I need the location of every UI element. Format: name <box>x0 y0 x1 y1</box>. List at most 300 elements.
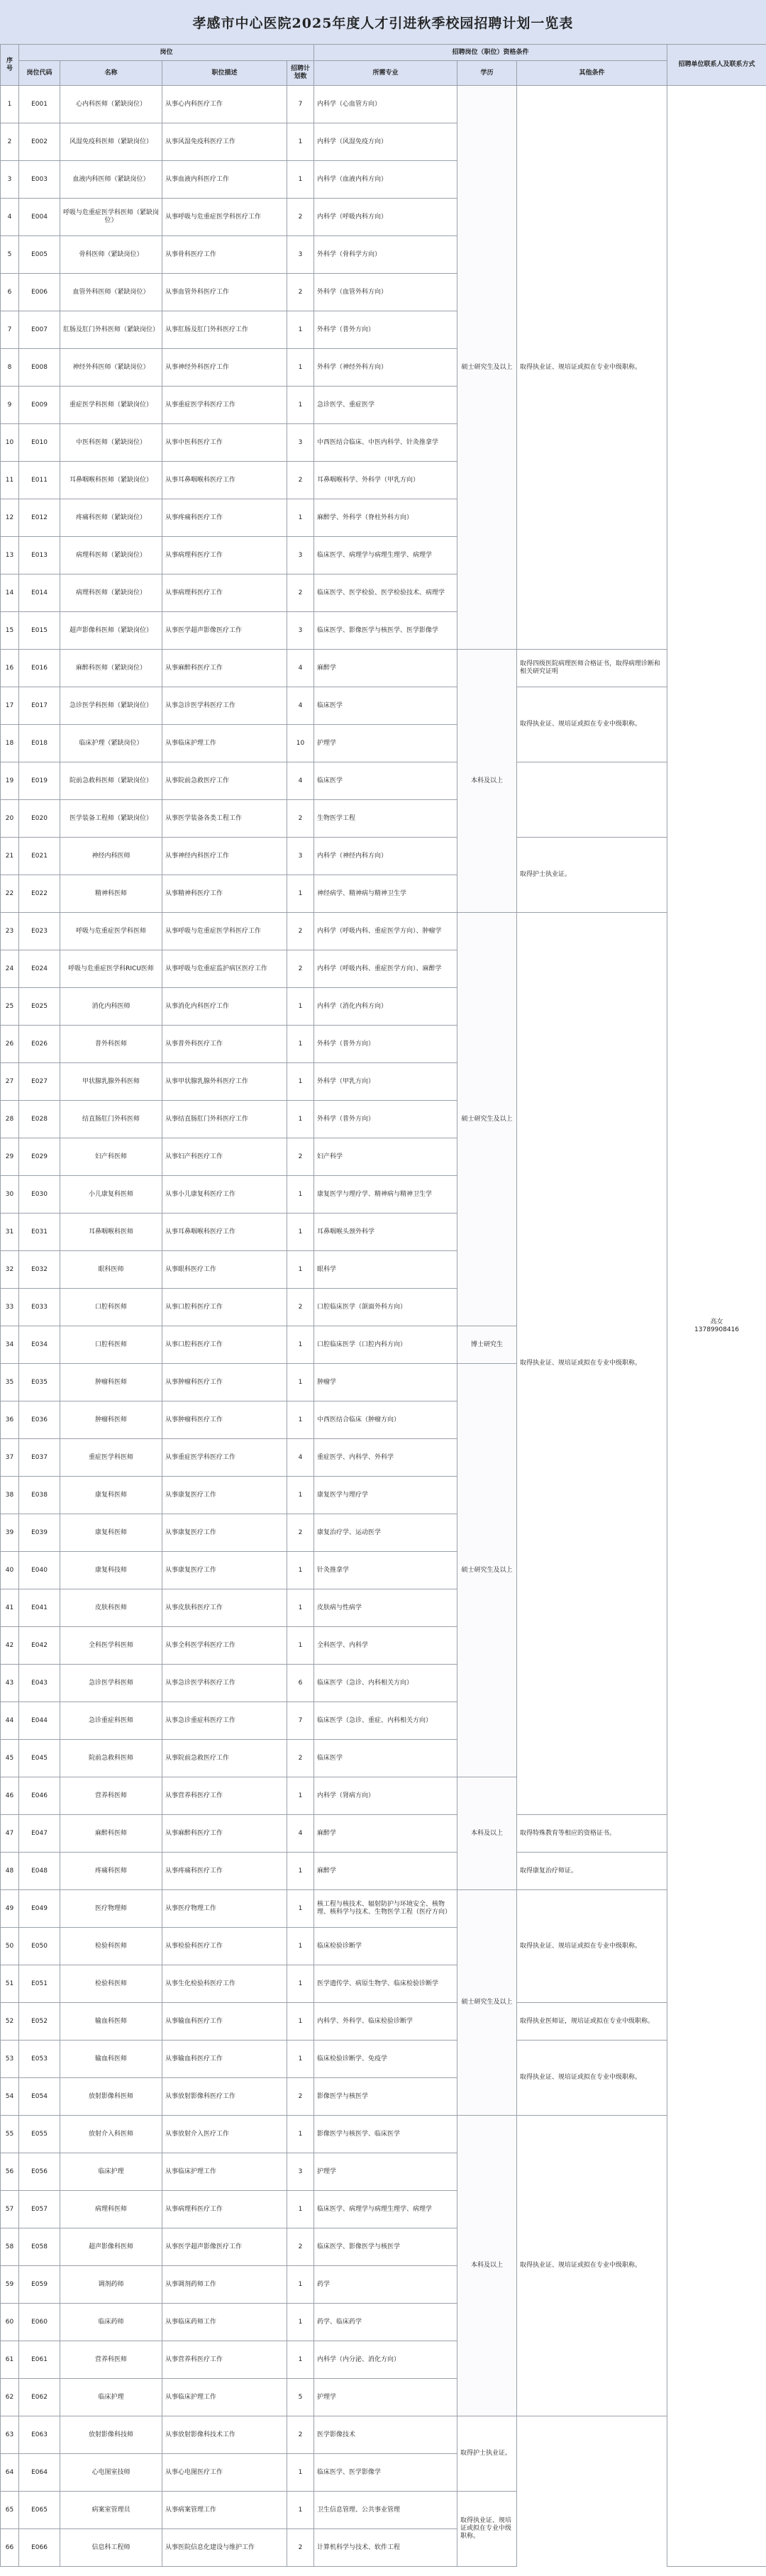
cell-major: 临床医学（急诊、重症、内科相关方向） <box>314 1702 457 1740</box>
cell-major: 麻醉学 <box>314 1815 457 1853</box>
cell-name: 信息科工程师 <box>60 2529 162 2567</box>
cell-desc: 从事康复医疗工作 <box>162 1514 287 1552</box>
cell-name: 口腔科医师 <box>60 1326 162 1364</box>
cell-count: 1 <box>287 2041 314 2078</box>
cell-desc: 从事医学装备各类工程工作 <box>162 800 287 838</box>
cell-code: E015 <box>19 612 60 650</box>
cell-desc: 从事口腔科医疗工作 <box>162 1289 287 1326</box>
cell-count: 2 <box>287 2228 314 2266</box>
cell-seq: 4 <box>1 199 19 236</box>
cell-other <box>517 762 667 838</box>
cell-name: 营养科医师 <box>60 1777 162 1815</box>
cell-code: E016 <box>19 650 60 687</box>
cell-desc: 从事皮肤科医疗工作 <box>162 1589 287 1627</box>
cell-seq: 54 <box>1 2078 19 2116</box>
cell-name: 临床护理（紧缺岗位） <box>60 725 162 762</box>
cell-code: E026 <box>19 1026 60 1063</box>
cell-seq: 10 <box>1 424 19 462</box>
cell-count: 1 <box>287 1627 314 1665</box>
cell-desc: 从事放射影像科技术工作 <box>162 2416 287 2454</box>
cell-seq: 21 <box>1 838 19 875</box>
table-row <box>1 1815 766 1853</box>
cell-major: 内科学（内分泌、消化方向） <box>314 2341 457 2379</box>
cell-name: 全科医学科医师 <box>60 1627 162 1665</box>
cell-count: 1 <box>287 387 314 424</box>
cell-count: 2 <box>287 1138 314 1176</box>
cell-count: 2 <box>287 1289 314 1326</box>
table-row <box>1 913 766 950</box>
cell-major: 影像医学与核医学 <box>314 2078 457 2116</box>
cell-seq: 32 <box>1 1251 19 1289</box>
cell-name: 放射影像科医师 <box>60 2078 162 2116</box>
cell-count: 1 <box>287 2492 314 2529</box>
cell-seq: 5 <box>1 236 19 274</box>
cell-count: 2 <box>287 574 314 612</box>
cell-major: 影像医学与核医学、临床医学 <box>314 2116 457 2153</box>
cell-major: 内科学（心血管方向） <box>314 86 457 123</box>
cell-edu: 本科及以上 <box>457 1777 517 1890</box>
cell-major: 临床医学、病理学与病理生理学、病理学 <box>314 537 457 574</box>
cell-seq: 48 <box>1 1853 19 1890</box>
table-row <box>1 2116 766 2153</box>
cell-name: 急诊医学科医师（紧缺岗位） <box>60 687 162 725</box>
cell-count: 1 <box>287 2116 314 2153</box>
cell-code: E010 <box>19 424 60 462</box>
cell-code: E057 <box>19 2191 60 2228</box>
table-row <box>1 650 766 687</box>
cell-code: E029 <box>19 1138 60 1176</box>
cell-name: 输血科医师 <box>60 2041 162 2078</box>
cell-code: E033 <box>19 1289 60 1326</box>
cell-count: 2 <box>287 1514 314 1552</box>
cell-code: E002 <box>19 123 60 161</box>
cell-code: E040 <box>19 1552 60 1589</box>
cell-major: 内科学（呼吸内科方向） <box>314 199 457 236</box>
cell-seq: 64 <box>1 2454 19 2492</box>
cell-code: E043 <box>19 1665 60 1702</box>
cell-seq: 1 <box>1 86 19 123</box>
cell-other: 取得执业证、规培证或拟在专业中级职称。 <box>517 86 667 650</box>
table-row <box>1 2003 766 2041</box>
cell-major: 麻醉学 <box>314 1853 457 1890</box>
cell-code: E048 <box>19 1853 60 1890</box>
cell-major: 肿瘤学 <box>314 1364 457 1401</box>
cell-desc: 从事生化检验科医疗工作 <box>162 1965 287 2003</box>
cell-edu: 硕士研究生及以上 <box>457 1890 517 2116</box>
cell-seq: 41 <box>1 1589 19 1627</box>
table-row <box>1 86 766 123</box>
cell-desc: 从事疼痛科医疗工作 <box>162 1853 287 1890</box>
cell-code: E054 <box>19 2078 60 2116</box>
cell-count: 3 <box>287 2153 314 2191</box>
cell-desc: 从事耳鼻咽喉科医疗工作 <box>162 1214 287 1251</box>
cell-name: 结直肠肛门外科医师 <box>60 1101 162 1138</box>
cell-name: 输血科医师 <box>60 2003 162 2041</box>
table-row <box>1 762 766 800</box>
cell-desc: 从事临床护理工作 <box>162 2379 287 2416</box>
cell-seq: 43 <box>1 1665 19 1702</box>
cell-count: 1 <box>287 988 314 1026</box>
cell-count: 2 <box>287 2078 314 2116</box>
cell-name: 急诊重症科医师 <box>60 1702 162 1740</box>
cell-seq: 50 <box>1 1928 19 1965</box>
cell-count: 2 <box>287 913 314 950</box>
cell-name: 心电图室技师 <box>60 2454 162 2492</box>
cell-major: 护理学 <box>314 2153 457 2191</box>
cell-desc: 从事肛肠及肛门外科医疗工作 <box>162 311 287 349</box>
cell-name: 检验科医师 <box>60 1965 162 2003</box>
cell-code: E037 <box>19 1439 60 1477</box>
cell-seq: 51 <box>1 1965 19 2003</box>
cell-major: 中西医结合临床、中医内科学、针灸推拿学 <box>314 424 457 462</box>
cell-count: 1 <box>287 1477 314 1514</box>
cell-seq: 66 <box>1 2529 19 2567</box>
cell-seq: 7 <box>1 311 19 349</box>
cell-desc: 从事全科医学科医疗工作 <box>162 1627 287 1665</box>
cell-desc: 从事呼吸与危重症医学科医疗工作 <box>162 199 287 236</box>
cell-code: E056 <box>19 2153 60 2191</box>
cell-count: 7 <box>287 1702 314 1740</box>
cell-code: E030 <box>19 1176 60 1214</box>
cell-desc: 从事急诊医学科医疗工作 <box>162 687 287 725</box>
cell-name: 血液内科医师（紧缺岗位） <box>60 161 162 199</box>
cell-name: 急诊医学科医师 <box>60 1665 162 1702</box>
cell-desc: 从事康复医疗工作 <box>162 1477 287 1514</box>
cell-code: E018 <box>19 725 60 762</box>
cell-count: 1 <box>287 2454 314 2492</box>
cell-seq: 28 <box>1 1101 19 1138</box>
cell-major: 外科学（普外方向） <box>314 1026 457 1063</box>
cell-count: 10 <box>287 725 314 762</box>
cell-seq: 56 <box>1 2153 19 2191</box>
table-row <box>1 2492 766 2529</box>
cell-desc: 从事放射影像科医疗工作 <box>162 2078 287 2116</box>
cell-name: 超声影像科医师 <box>60 2228 162 2266</box>
cell-count: 1 <box>287 1251 314 1289</box>
cell-name: 口腔科医师 <box>60 1289 162 1326</box>
cell-seq: 14 <box>1 574 19 612</box>
cell-seq: 15 <box>1 612 19 650</box>
cell-count: 1 <box>287 499 314 537</box>
cell-other: 取得执业证、规培证或拟在专业中级职称。 <box>517 687 667 762</box>
header-name: 名称 <box>60 61 162 86</box>
cell-name: 骨科医师（紧缺岗位） <box>60 236 162 274</box>
cell-code: E044 <box>19 1702 60 1740</box>
cell-code: E024 <box>19 950 60 988</box>
cell-major: 临床检验诊断学 <box>314 1928 457 1965</box>
cell-name: 妇产科医师 <box>60 1138 162 1176</box>
cell-seq: 30 <box>1 1176 19 1214</box>
cell-name: 呼吸与危重症医学科医师（紧缺岗位） <box>60 199 162 236</box>
cell-seq: 47 <box>1 1815 19 1853</box>
cell-code: E001 <box>19 86 60 123</box>
page-title: 孝感市中心医院2025年度人才引进秋季校园招聘计划一览表 <box>192 15 574 31</box>
cell-seq: 6 <box>1 274 19 311</box>
cell-seq: 8 <box>1 349 19 387</box>
cell-code: E013 <box>19 537 60 574</box>
cell-edu: 硕士研究生及以上 <box>457 913 517 1326</box>
cell-count: 3 <box>287 236 314 274</box>
cell-desc: 从事耳鼻咽喉科医疗工作 <box>162 462 287 499</box>
cell-code: E025 <box>19 988 60 1026</box>
cell-major: 皮肤病与性病学 <box>314 1589 457 1627</box>
cell-name: 消化内科医师 <box>60 988 162 1026</box>
cell-desc: 从事医学超声影像医疗工作 <box>162 2228 287 2266</box>
cell-major: 临床医学（急诊、内科相关方向） <box>314 1665 457 1702</box>
cell-code: E017 <box>19 687 60 725</box>
cell-seq: 22 <box>1 875 19 913</box>
cell-desc: 从事肿瘤科医疗工作 <box>162 1364 287 1401</box>
cell-count: 1 <box>287 1853 314 1890</box>
cell-seq: 11 <box>1 462 19 499</box>
cell-major: 护理学 <box>314 2379 457 2416</box>
cell-seq: 25 <box>1 988 19 1026</box>
cell-seq: 36 <box>1 1401 19 1439</box>
cell-major: 中西医结合临床（肿瘤方向） <box>314 1401 457 1439</box>
cell-name: 麻醉科医师 <box>60 1815 162 1853</box>
cell-count: 2 <box>287 950 314 988</box>
cell-name: 呼吸与危重症医学科医师 <box>60 913 162 950</box>
cell-name: 院前急救科医师 <box>60 1740 162 1777</box>
cell-major: 生物医学工程 <box>314 800 457 838</box>
cell-desc: 从事小儿康复科医疗工作 <box>162 1176 287 1214</box>
cell-edu: 本科及以上 <box>457 2116 517 2416</box>
cell-major: 内科学（消化内科方向） <box>314 988 457 1026</box>
cell-seq: 16 <box>1 650 19 687</box>
cell-count: 1 <box>287 2003 314 2041</box>
cell-code: E065 <box>19 2492 60 2529</box>
cell-other: 取得康复治疗师证。 <box>517 1853 667 1890</box>
cell-major: 临床医学 <box>314 687 457 725</box>
cell-major: 内科学（呼吸内科、重症医学方向）、麻醉学 <box>314 950 457 988</box>
cell-code: E020 <box>19 800 60 838</box>
cell-major: 耳鼻咽喉科学、外科学（甲乳方向） <box>314 462 457 499</box>
cell-count: 1 <box>287 1552 314 1589</box>
cell-seq: 38 <box>1 1477 19 1514</box>
cell-count: 5 <box>287 2379 314 2416</box>
cell-major: 计算机科学与技术、软件工程 <box>314 2529 457 2567</box>
cell-major: 临床检验诊断学、免疫学 <box>314 2041 457 2078</box>
cell-code: E004 <box>19 199 60 236</box>
cell-count: 3 <box>287 424 314 462</box>
cell-desc: 从事心内科医疗工作 <box>162 86 287 123</box>
cell-name: 康复科医师 <box>60 1514 162 1552</box>
cell-seq: 57 <box>1 2191 19 2228</box>
cell-name: 眼科医师 <box>60 1251 162 1289</box>
cell-major: 眼科学 <box>314 1251 457 1289</box>
cell-code: E005 <box>19 236 60 274</box>
cell-code: E006 <box>19 274 60 311</box>
cell-count: 2 <box>287 2416 314 2454</box>
cell-name: 血管外科医师（紧缺岗位） <box>60 274 162 311</box>
cell-code: E036 <box>19 1401 60 1439</box>
cell-major: 妇产科学 <box>314 1138 457 1176</box>
cell-other: 取得执业证、规培证或拟在专业中级职称。 <box>457 2492 517 2567</box>
cell-major: 药学 <box>314 2266 457 2304</box>
cell-name: 病理科医师（紧缺岗位） <box>60 574 162 612</box>
cell-code: E038 <box>19 1477 60 1514</box>
cell-seq: 23 <box>1 913 19 950</box>
cell-seq: 34 <box>1 1326 19 1364</box>
cell-count: 4 <box>287 762 314 800</box>
cell-seq: 49 <box>1 1890 19 1928</box>
cell-desc: 从事重症医学科医疗工作 <box>162 387 287 424</box>
cell-name: 疼痛科医师 <box>60 1853 162 1890</box>
cell-desc: 从事骨科医疗工作 <box>162 236 287 274</box>
cell-count: 1 <box>287 2191 314 2228</box>
cell-name: 病理科医师（紧缺岗位） <box>60 537 162 574</box>
cell-name: 放射介入科医师 <box>60 2116 162 2153</box>
cell-name: 肿瘤科医师 <box>60 1364 162 1401</box>
cell-desc: 从事普外科医疗工作 <box>162 1026 287 1063</box>
cell-code: E045 <box>19 1740 60 1777</box>
cell-major: 临床医学、影像医学与核医学 <box>314 2228 457 2266</box>
cell-desc: 从事输血科医疗工作 <box>162 2041 287 2078</box>
cell-count: 2 <box>287 199 314 236</box>
cell-count: 2 <box>287 1740 314 1777</box>
cell-other: 取得执业证、规培证或拟在专业中级职称。 <box>517 2041 667 2116</box>
cell-desc: 从事血液内科医疗工作 <box>162 161 287 199</box>
cell-desc: 从事营养科医疗工作 <box>162 1777 287 1815</box>
cell-name: 调剂药师 <box>60 2266 162 2304</box>
cell-count: 1 <box>287 1401 314 1439</box>
cell-count: 1 <box>287 1063 314 1101</box>
cell-code: E028 <box>19 1101 60 1138</box>
header-contact: 招聘单位联系人及联系方式 <box>667 45 766 86</box>
table-row <box>1 1890 766 1928</box>
cell-name: 麻醉科医师（紧缺岗位） <box>60 650 162 687</box>
cell-name: 放射影像科技师 <box>60 2416 162 2454</box>
cell-desc: 从事重症医学科医疗工作 <box>162 1439 287 1477</box>
cell-seq: 37 <box>1 1439 19 1477</box>
cell-name: 小儿康复科医师 <box>60 1176 162 1214</box>
cell-other: 取得执业医师证，规培证或拟在专业中级职称。 <box>517 2003 667 2041</box>
cell-major: 医学遗传学、病原生物学、临床检验诊断学 <box>314 1965 457 2003</box>
cell-seq: 26 <box>1 1026 19 1063</box>
cell-code: E063 <box>19 2416 60 2454</box>
cell-major: 卫生信息管理、公共事业管理 <box>314 2492 457 2529</box>
cell-major: 康复医学与理疗学 <box>314 1477 457 1514</box>
cell-major: 护理学 <box>314 725 457 762</box>
cell-major: 麻醉学 <box>314 650 457 687</box>
cell-seq: 2 <box>1 123 19 161</box>
cell-major: 口腔临床医学（口腔内科方向） <box>314 1326 457 1364</box>
cell-other: 取得特殊教育等相应的资格证书。 <box>517 1815 667 1853</box>
cell-major: 内科学（神经内科方向） <box>314 838 457 875</box>
cell-major: 神经病学、精神病与精神卫生学 <box>314 875 457 913</box>
cell-count: 4 <box>287 1439 314 1477</box>
cell-code: E027 <box>19 1063 60 1101</box>
cell-desc: 从事临床药师工作 <box>162 2304 287 2341</box>
cell-seq: 35 <box>1 1364 19 1401</box>
header-req-group: 招聘岗位（职位）资格条件 <box>314 45 667 61</box>
cell-major: 临床医学 <box>314 1740 457 1777</box>
cell-name: 中医科医师（紧缺岗位） <box>60 424 162 462</box>
cell-count: 1 <box>287 2341 314 2379</box>
table-body <box>1 86 766 2567</box>
cell-name: 呼吸与危重症医学科RICU医师 <box>60 950 162 988</box>
cell-major: 外科学（普外方向） <box>314 311 457 349</box>
cell-edu: 硕士研究生及以上 <box>457 1364 517 1777</box>
cell-seq: 65 <box>1 2492 19 2529</box>
cell-desc: 从事心电图医疗工作 <box>162 2454 287 2492</box>
cell-code: E023 <box>19 913 60 950</box>
cell-code: E034 <box>19 1326 60 1364</box>
cell-seq: 18 <box>1 725 19 762</box>
cell-name: 院前急救科医师（紧缺岗位） <box>60 762 162 800</box>
cell-desc: 从事急诊重症科医疗工作 <box>162 1702 287 1740</box>
cell-code: E008 <box>19 349 60 387</box>
cell-name: 医学装备工程师（紧缺岗位） <box>60 800 162 838</box>
cell-seq: 31 <box>1 1214 19 1251</box>
cell-code: E014 <box>19 574 60 612</box>
cell-count: 2 <box>287 800 314 838</box>
cell-count: 1 <box>287 1890 314 1928</box>
cell-desc: 从事病理科医疗工作 <box>162 537 287 574</box>
cell-count: 1 <box>287 1777 314 1815</box>
cell-count: 3 <box>287 612 314 650</box>
cell-other: 取得四级医院病理医师合格证书，取得病理诊断和相关研究证明 <box>517 650 667 687</box>
cell-name: 临床护理 <box>60 2153 162 2191</box>
header-other: 其他条件 <box>517 61 667 86</box>
table-row <box>1 687 766 725</box>
cell-desc: 从事输血科医疗工作 <box>162 2003 287 2041</box>
cell-major: 临床医学、医学影像学 <box>314 2454 457 2492</box>
cell-count: 1 <box>287 123 314 161</box>
cell-code: E055 <box>19 2116 60 2153</box>
cell-desc: 从事疼痛科医疗工作 <box>162 499 287 537</box>
cell-desc: 从事病理科医疗工作 <box>162 2191 287 2228</box>
cell-code: E049 <box>19 1890 60 1928</box>
cell-count: 3 <box>287 838 314 875</box>
cell-code: E042 <box>19 1627 60 1665</box>
recruitment-table <box>0 44 766 2567</box>
cell-major: 内科学（肾病方向） <box>314 1777 457 1815</box>
cell-code: E047 <box>19 1815 60 1853</box>
cell-major: 外科学（骨科学方向） <box>314 236 457 274</box>
cell-desc: 从事临床护理工作 <box>162 725 287 762</box>
cell-code: E064 <box>19 2454 60 2492</box>
cell-code: E003 <box>19 161 60 199</box>
cell-name: 营养科医师 <box>60 2341 162 2379</box>
cell-count: 1 <box>287 1026 314 1063</box>
cell-desc: 从事病理科医疗工作 <box>162 574 287 612</box>
cell-major: 内科学（呼吸内科、重症医学方向）、肿瘤学 <box>314 913 457 950</box>
cell-name: 耳鼻咽喉科医师（紧缺岗位） <box>60 462 162 499</box>
cell-seq: 53 <box>1 2041 19 2078</box>
cell-major: 口腔临床医学（颌面外科方向） <box>314 1289 457 1326</box>
cell-edu: 硕士研究生及以上 <box>457 86 517 650</box>
cell-major: 康复治疗学、运动医学 <box>314 1514 457 1552</box>
cell-desc: 从事口腔科医疗工作 <box>162 1326 287 1364</box>
cell-desc: 从事检验科医疗工作 <box>162 1928 287 1965</box>
cell-count: 1 <box>287 311 314 349</box>
cell-desc: 从事医院信息化建设与维护工作 <box>162 2529 287 2567</box>
table-row <box>1 2416 766 2454</box>
cell-other: 取得护士执业证。 <box>457 2416 517 2492</box>
table-row <box>1 838 766 875</box>
cell-count: 1 <box>287 875 314 913</box>
cell-major: 急诊医学、重症医学 <box>314 387 457 424</box>
header-count: 招聘计划数 <box>287 61 314 86</box>
cell-desc: 从事放射介入医疗工作 <box>162 2116 287 2153</box>
cell-major: 临床医学、影像医学与核医学、医学影像学 <box>314 612 457 650</box>
cell-major: 临床医学、医学检验、医学检验技术、病理学 <box>314 574 457 612</box>
cell-name: 康复科技师 <box>60 1552 162 1589</box>
cell-code: E058 <box>19 2228 60 2266</box>
cell-code: E060 <box>19 2304 60 2341</box>
cell-contact: 高女 13789908416 <box>667 86 766 2567</box>
